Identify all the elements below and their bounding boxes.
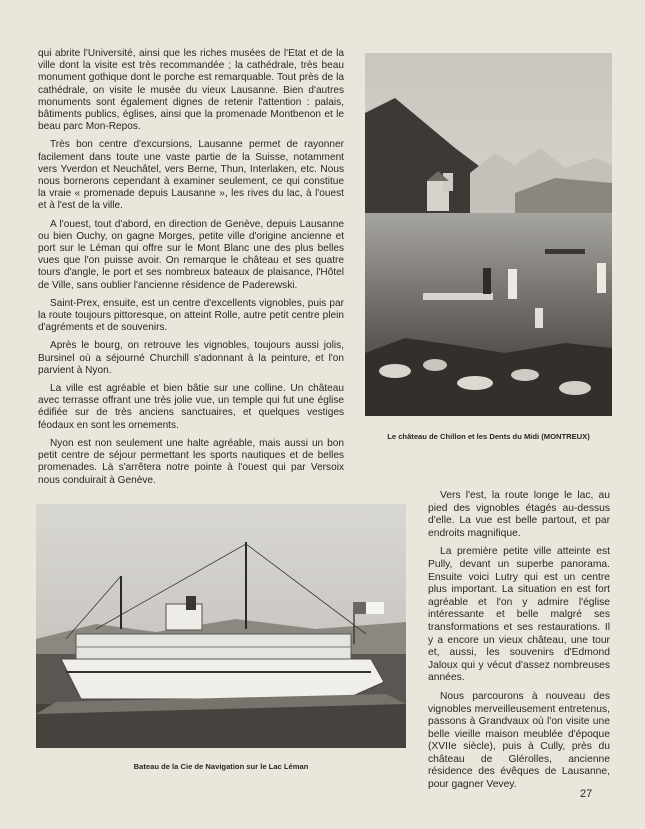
steamboat-illustration <box>36 504 406 748</box>
paragraph: La première petite ville atteinte est Pully, devant un superbe panorama. Ensuite voici Lutry qui est un centre plus important. La situation en est fort agréable et l'on y admire l'église intéressante et belle malgré ses transformations et ses restaurations. Il y a encore un vieux château, une tour et, aussi, les souvenirs d'Edmond Jaloux qui y vécut d'assez nombreuses années. <box>428 546 610 684</box>
photo-caption: Le château de Chillon et les Dents du Midi (MONTREUX) <box>387 432 590 441</box>
paragraph: Vers l'est, la route longe le lac, au pied des vignobles étagés au-dessus d'elle. La vue est belle partout, et par endroits magnifique. <box>428 490 610 539</box>
paragraph: qui abrite l'Université, ainsi que les riches musées de l'Etat et de la ville dont la visite est très recommandée ; la cathédrale, très beau monument gothique dont le porche est remarquable. Tout près de la cathédrale, on visite le musée du vieux Lausanne. Bien d'autres monuments sont également dignes de retenir l'attention : palais, bâtiments publics, églises, ainsi que la promenade Montbenon et le beau parc Mon-Repos. <box>38 48 344 133</box>
steamboat-photo <box>36 504 406 748</box>
left-text-column <box>38 48 344 493</box>
paragraph: Saint-Prex, ensuite, est un centre d'excellents vignobles, puis par la route toujours pittoresque, on atteint Rolle, autre petit centre plein d'agréments et de souvenirs. <box>38 297 344 334</box>
right-text-column <box>428 490 610 798</box>
paragraph: La ville est agréable et bien bâtie sur une colline. Un château avec terrasse offrant une très jolie vue, un temple qui fut une église édifiée sur de très anciens sanctuaires, et quelques vestiges féodaux en sont les ornements. <box>38 383 344 431</box>
chillon-castle-illustration <box>365 53 612 416</box>
photo-caption: Bateau de la Cie de Navigation sur le Lac Léman <box>133 762 309 771</box>
chillon-castle-photo <box>365 53 612 416</box>
paragraph: Très bon centre d'excursions, Lausanne permet de rayonner facilement dans toute une vaste partie de la Suisse, notamment vers Yverdon et Neuchâtel, vers Berne, Thun, Interlaken, etc. Nous nous bornerons cependant à examiner seulement, ce qui constitue la vraie « promenade depuis Lausanne », les rives du lac, à l'ouest et à l'est de la ville. <box>38 139 344 212</box>
paragraph: A l'ouest, tout d'abord, en direction de Genève, depuis Lausanne ou bien Ouchy, on gagne Morges, petite ville d'origine ancienne et port sur le Léman qui offre sur le Mont Blanc une des plus belles vues que l'on puisse avoir. On remarque le château et ses quatre tours d'angle, le port et ses nombreux bateaux de plaisance, l'Hôtel de Ville, sans oublier l'ancienne résidence de Paderewski. <box>38 218 344 291</box>
paragraph: Nous parcourons à nouveau des vignobles merveilleusement entretenus, passons à Grandvaux où l'on visite une belle vieille maison meublée d'époque (XVIIe siècle), puis à Cully, près du château de Glérolles, ancienne résidence des évêques de Lausanne, pour gagner Vevey. <box>428 690 610 791</box>
paragraph: Après le bourg, on retrouve les vignobles, toujours aussi jolis, Bursinel où a séjourné Churchill s'adonnant à la peinture, et l'on parvient à Nyon. <box>38 340 344 376</box>
page-number: 27 <box>580 788 593 800</box>
paragraph: Nyon est non seulement une halte agréable, mais aussi un bon petit centre de séjour permettant les sports nautiques et de belles promenades. Là s'arrêtera notre pointe à l'ouest qui par Versoix nous conduirait à Genève. <box>38 437 344 486</box>
